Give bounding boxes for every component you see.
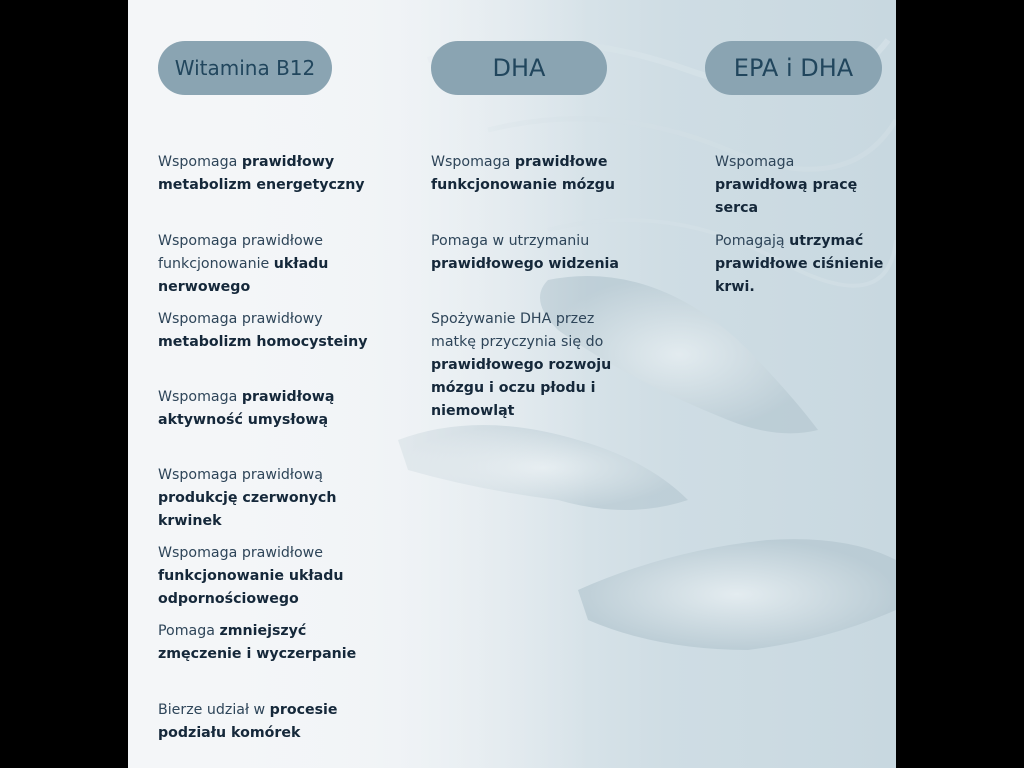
vitamin-b12-header: Witamina B12 [158, 41, 332, 95]
benefit-item: Wspomaga prawidłowy metabolizm homocysteiny [158, 311, 368, 350]
benefit-item: Wspomaga prawidłową aktywność umysłową [158, 389, 335, 428]
benefit-item: Bierze udział w procesie podziału komórek [158, 702, 338, 741]
benefit-item: Wspomaga prawidłową pracę serca [715, 154, 858, 216]
epa-dha-header: EPA i DHA [705, 41, 882, 95]
benefit-item: Wspomaga prawidłowy metabolizm energetyczny [158, 154, 365, 193]
right-letterbox [896, 0, 1024, 768]
benefit-item: Pomaga w utrzymaniu prawidłowego widzenia [431, 233, 619, 272]
left-letterbox [0, 0, 128, 768]
benefit-item: Pomagają utrzymać prawidłowe ciśnienie krwi. [715, 233, 884, 295]
benefit-item: Wspomaga prawidłowe funkcjonowanie układu odpornościowego [158, 545, 344, 607]
benefit-item: Spożywanie DHA przez matkę przyczynia się do prawidłowego rozwoju mózgu i oczu płodu i niemowląt [431, 311, 612, 419]
benefit-item: Pomaga zmniejszyć zmęczenie i wyczerpanie [158, 623, 357, 662]
info-panel [128, 0, 896, 768]
dha-header: DHA [431, 41, 607, 95]
benefit-item: Wspomaga prawidłowe funkcjonowanie mózgu [431, 154, 615, 193]
benefit-item: Wspomaga prawidłową produkcję czerwonych krwinek [158, 467, 337, 529]
benefit-item: Wspomaga prawidłowe funkcjonowanie układu nerwowego [158, 233, 329, 295]
